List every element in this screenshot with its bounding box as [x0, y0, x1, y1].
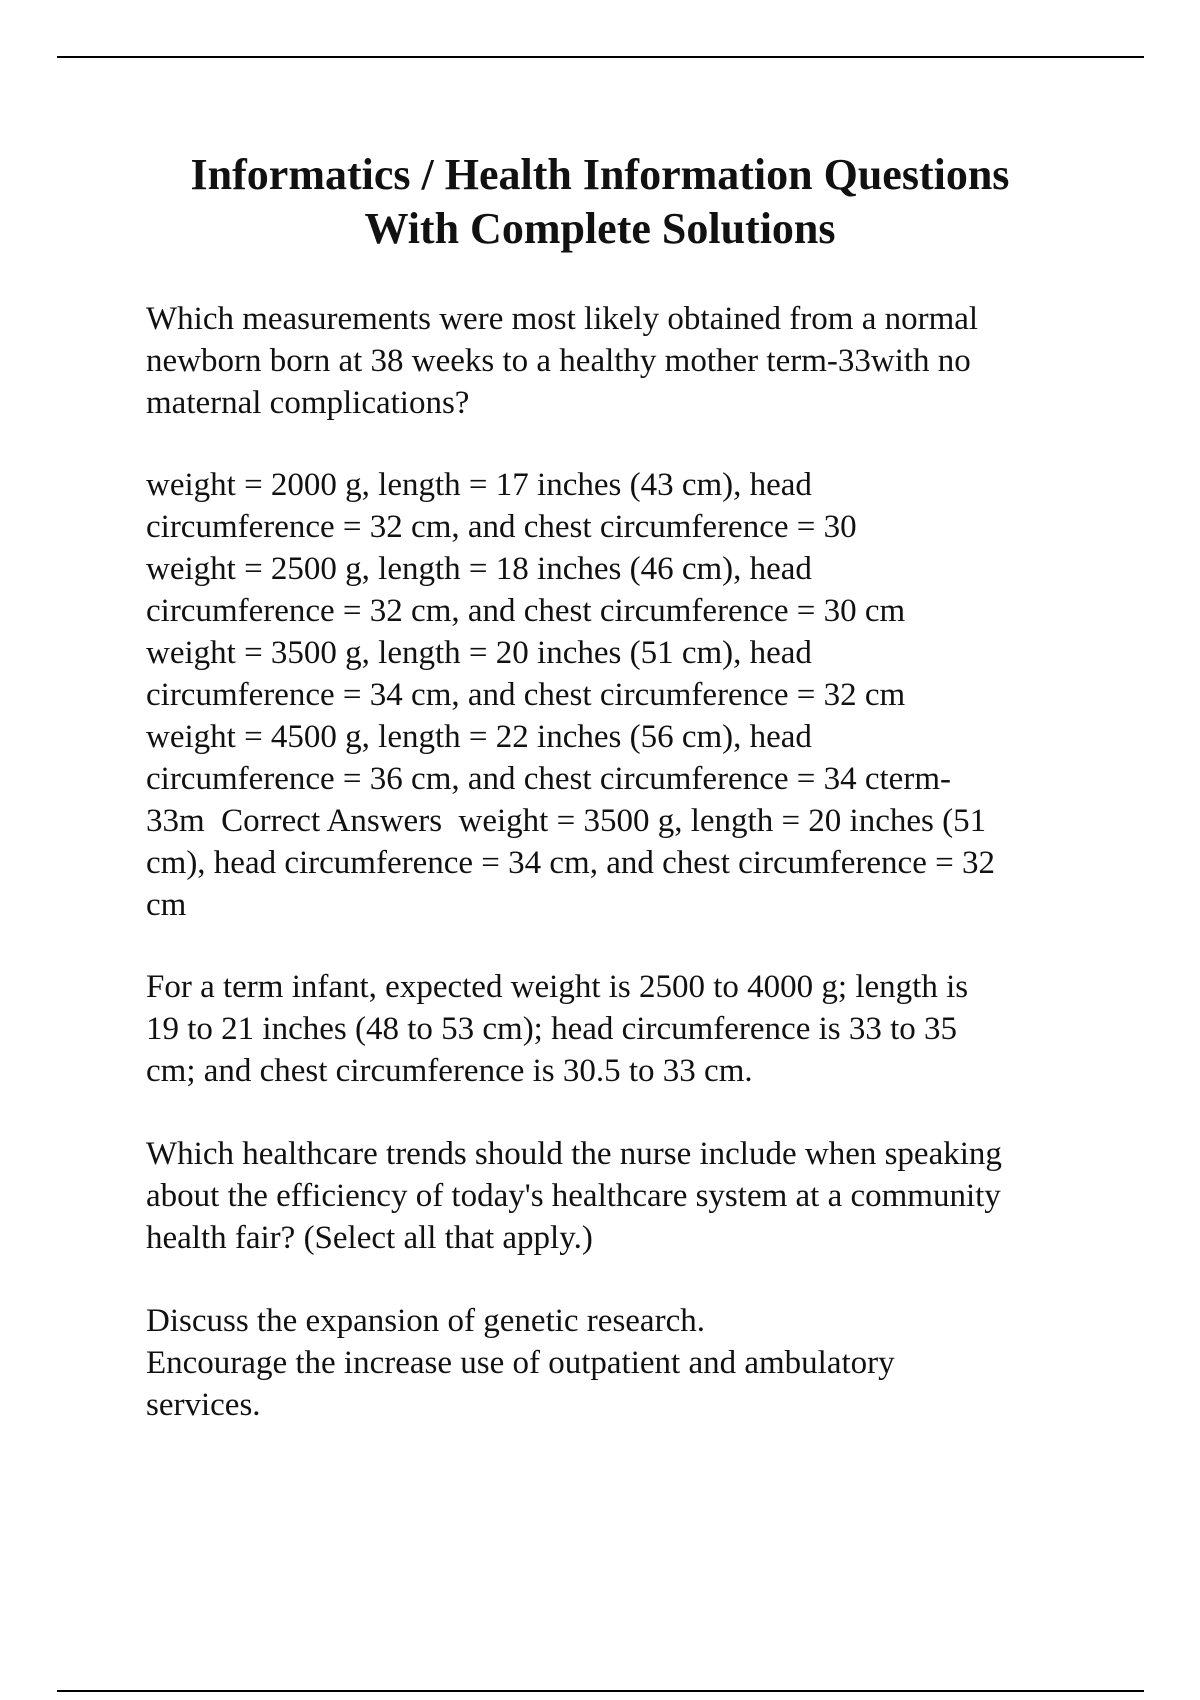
text-line: Encourage the increase use of outpatient and ambulatory — [146, 1345, 895, 1381]
bottom-rule — [57, 1690, 1144, 1692]
question-2 — [146, 1133, 1106, 1259]
question-1 — [146, 298, 1106, 424]
text-line: cm; and chest circumference is 30.5 to 33 cm. — [146, 1053, 753, 1089]
document-title — [100, 148, 1100, 256]
text-line: cm — [146, 887, 187, 923]
text-line: weight = 3500 g, length = 20 inches (51 cm), head — [146, 635, 812, 671]
question-1-explanation — [146, 966, 1106, 1092]
text-line: circumference = 34 cm, and chest circumference = 32 cm — [146, 677, 906, 713]
text-line: Which healthcare trends should the nurse include when speaking — [146, 1136, 1002, 1172]
text-line: Which measurements were most likely obtained from a normal — [146, 301, 979, 337]
text-line: 19 to 21 inches (48 to 53 cm); head circumference is 33 to 35 — [146, 1011, 958, 1047]
text-line: Discuss the expansion of genetic research. — [146, 1303, 705, 1339]
text-line: health fair? (Select all that apply.) — [146, 1220, 593, 1256]
text-line: newborn born at 38 weeks to a healthy mother term-33with no — [146, 343, 971, 379]
text-line: services. — [146, 1387, 261, 1423]
text-line: maternal complications? — [146, 385, 470, 421]
text-line: For a term infant, expected weight is 2500 to 4000 g; length is — [146, 969, 969, 1005]
text-line: circumference = 36 cm, and chest circumference = 34 cterm- — [146, 761, 951, 797]
question-2-answers — [146, 1300, 1106, 1426]
text-line: cm), head circumference = 34 cm, and chest circumference = 32 — [146, 845, 995, 881]
top-rule — [57, 56, 1144, 58]
text-line: weight = 2000 g, length = 17 inches (43 cm), head — [146, 467, 812, 503]
text-line: weight = 4500 g, length = 22 inches (56 cm), head — [146, 719, 812, 755]
title-line: Informatics / Health Information Questions — [190, 150, 1010, 199]
text-line: circumference = 32 cm, and chest circumference = 30 — [146, 509, 857, 545]
title-line: With Complete Solutions — [364, 204, 836, 253]
text-line: about the efficiency of today's healthcare system at a community — [146, 1178, 1001, 1214]
text-line: weight = 2500 g, length = 18 inches (46 cm), head — [146, 551, 812, 587]
text-line: 33m Correct Answers weight = 3500 g, length = 20 inches (51 — [146, 803, 987, 839]
question-1-options — [146, 464, 1106, 926]
text-line: circumference = 32 cm, and chest circumference = 30 cm — [146, 593, 906, 629]
